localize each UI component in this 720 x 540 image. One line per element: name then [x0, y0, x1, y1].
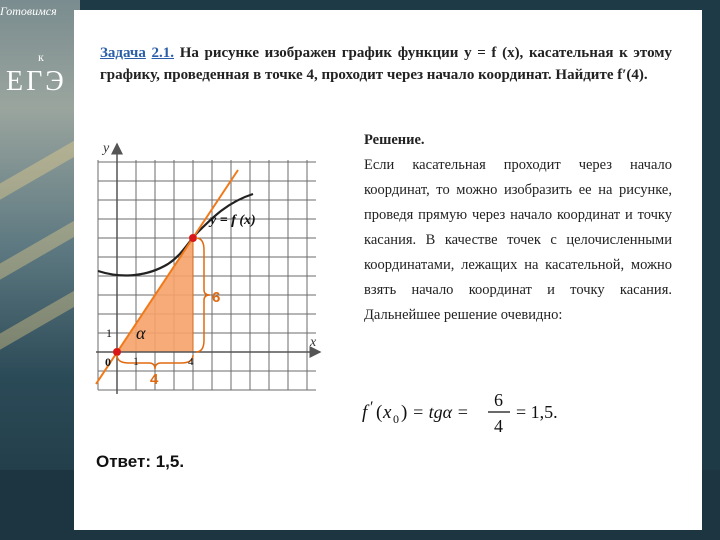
formula-numerator: 6	[494, 390, 503, 410]
slide	[74, 10, 702, 530]
formula	[358, 382, 598, 442]
formula-sub: 0	[393, 412, 399, 426]
tick-one-x: 1	[133, 354, 139, 368]
formula-prime: ′	[370, 399, 374, 416]
x-axis-label: x	[310, 335, 317, 350]
task-text: На рисунке изображен график функции y = f (x), касательная к этому графику, проведенная в точке 4, проходит через начало координат. Найдите f′(4).	[100, 45, 672, 83]
solution	[364, 128, 672, 328]
task-label: Задача	[100, 45, 146, 61]
decor-stripe	[0, 111, 80, 203]
alpha-label: α	[136, 323, 146, 343]
origin-point	[113, 348, 121, 356]
solution-title: Решение.	[364, 132, 425, 148]
decor-stripe	[0, 191, 80, 283]
solution-text: Если касательная проходит через начало координат, то можно изобразить ее на рисунке, проведя прямую через начало координат и точку касания. В качестве точек с целочисленными координатами, лежащих на касательной, можно взять начало координат и точку касания. Дальнейшее решение очевидно:	[364, 157, 672, 323]
brand-letter: к	[38, 50, 44, 64]
tick-one-y: 1	[106, 326, 112, 340]
function-graph	[88, 132, 328, 402]
y-axis-label: y	[103, 141, 110, 156]
brand-text: Готовимся	[0, 4, 57, 18]
vertical-leg-label: 6	[212, 289, 221, 306]
formula-x: x	[383, 402, 392, 423]
tangent-point	[189, 234, 197, 242]
answer: Ответ: 1,5.	[96, 452, 185, 471]
ege-logo: ЕГЭ	[6, 66, 67, 97]
formula-denominator: 4	[494, 416, 503, 436]
formula-result: = 1,5.	[516, 402, 558, 422]
background-panel	[0, 0, 80, 540]
decor-stripe	[0, 261, 80, 353]
origin-label: 0	[105, 355, 111, 369]
formula-f: f	[362, 402, 368, 423]
horizontal-leg-label: 4	[150, 371, 159, 388]
task-number: 2.1.	[151, 45, 175, 61]
formula-close: )	[401, 402, 408, 423]
formula-eq: = tgα =	[412, 402, 469, 422]
tick-four: 4	[188, 356, 194, 368]
function-label: y = f (x)	[210, 213, 256, 228]
formula-open: (	[376, 402, 383, 423]
task-statement	[100, 42, 672, 86]
